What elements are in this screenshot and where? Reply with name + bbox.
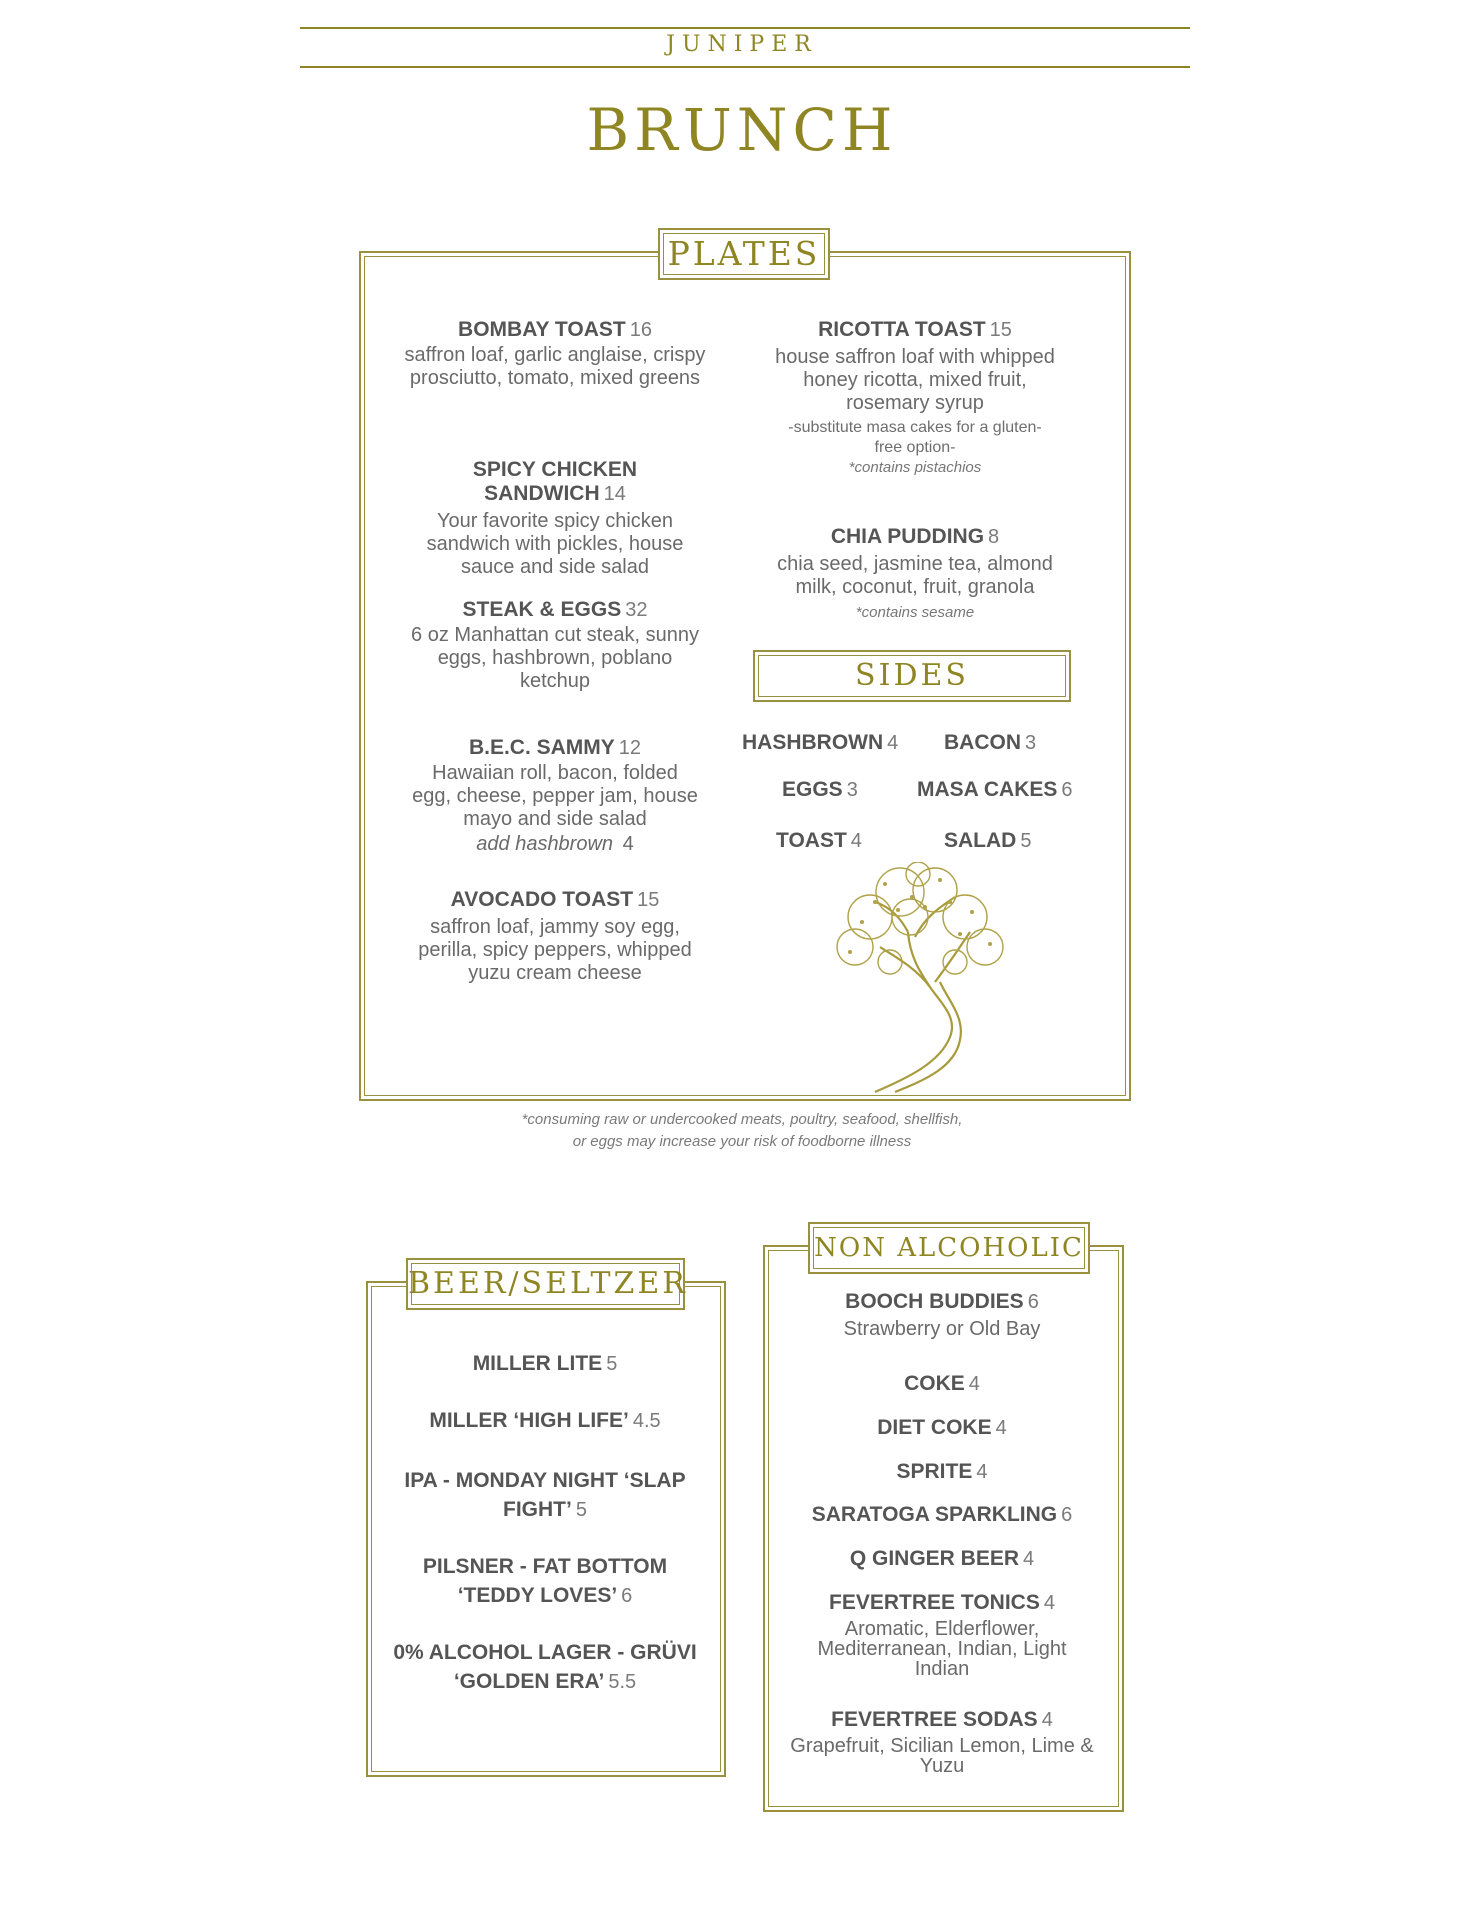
- sides-section-label: SIDES: [753, 650, 1071, 702]
- item-price: 15: [637, 889, 660, 911]
- item-price: 12: [618, 737, 642, 759]
- item-description: saffron loaf, garlic anglaise, crispy prosciutto, tomato, mixed greens: [404, 344, 706, 389]
- brand-name: JUNIPER: [666, 32, 818, 57]
- drink-item: DIET COKE 4: [877, 1416, 1007, 1439]
- menu-item: [400, 458, 710, 579]
- tree-icon: [800, 862, 1020, 1094]
- allergen-note: *contains sesame: [855, 604, 975, 621]
- drink-item: MILLER LITE 5: [472, 1352, 618, 1375]
- drink-item: PILSNER - FAT BOTTOM ‘TEDDY LOVES’ 6: [422, 1555, 668, 1607]
- non-alcoholic-section-label: NON ALCOHOLIC: [808, 1222, 1090, 1274]
- item-name: CHIA PUDDING: [830, 525, 985, 548]
- item-name: B.E.C. SAMMY: [468, 736, 615, 759]
- item-name: AVOCADO TOAST: [450, 888, 634, 911]
- side-item: EGGS 3: [782, 778, 858, 801]
- item-price: 15: [989, 319, 1012, 341]
- drink-item: SPRITE 4: [896, 1460, 988, 1483]
- item-description: saffron loaf, jammy soy egg, perilla, spicy peppers, whipped yuzu cream cheese: [418, 916, 692, 984]
- drink-item: Q GINGER BEER 4: [849, 1547, 1035, 1570]
- item-price: 32: [625, 599, 648, 621]
- drink-item: MILLER ‘HIGH LIFE’ 4.5: [429, 1409, 661, 1432]
- item-description: 6 oz Manhattan cut steak, sunny eggs, hashbrown, poblano ketchup: [411, 624, 699, 692]
- item-name: BOMBAY TOAST: [458, 318, 626, 341]
- item-description: Your favorite spicy chicken sandwich with pickles, house sauce and side salad: [426, 510, 684, 578]
- side-item: TOAST 4: [776, 829, 862, 852]
- menu-item: [760, 318, 1070, 478]
- food-safety-disclaimer: *consuming raw or undercooked meats, poultry, seafood, shellfish, or eggs may increase your risk of foodborne illness: [521, 1111, 963, 1150]
- drink-item: SARATOGA SPARKLING 6: [811, 1503, 1073, 1526]
- item-description: chia seed, jasmine tea, almond milk, coconut, fruit, granola: [777, 553, 1053, 598]
- drink-item: IPA - MONDAY NIGHT ‘SLAP FIGHT’ 5: [404, 1469, 686, 1521]
- item-price: 16: [629, 319, 652, 341]
- item-price: 14: [603, 483, 626, 505]
- drink-item: 0% ALCOHOL LAGER - GRÜVI ‘GOLDEN ERA’ 5.5: [393, 1641, 697, 1693]
- header-rule-top: [300, 27, 1190, 29]
- side-item: MASA CAKES 6: [917, 778, 1073, 801]
- page-title: BRUNCH: [586, 96, 898, 164]
- side-item: BACON 3: [944, 731, 1037, 754]
- side-item: HASHBROWN 4: [742, 731, 899, 754]
- allergen-note: *contains pistachios: [848, 459, 982, 476]
- menu-item: [410, 598, 700, 693]
- header-rule-bottom: [300, 66, 1190, 68]
- menu-item: [405, 888, 705, 985]
- item-price: 8: [988, 526, 1000, 548]
- side-item: SALAD 5: [944, 829, 1032, 852]
- drink-item: COKE 4: [904, 1372, 980, 1395]
- drink-item: FEVERTREE SODAS 4 Grapefruit, Sicilian Lemon, Lime & Yuzu: [790, 1708, 1094, 1777]
- item-addon: add hashbrown 4: [476, 833, 634, 855]
- item-description: house saffron loaf with whipped honey ricotta, mixed fruit, rosemary syrup: [775, 346, 1055, 414]
- item-name: SPICY CHICKEN SANDWICH: [472, 458, 638, 505]
- drink-item: FEVERTREE TONICS 4 Aromatic, Elderflower, Mediterranean, Indian, Light Indian: [817, 1591, 1067, 1680]
- beer-section-label: BEER/SELTZER: [406, 1258, 685, 1310]
- menu-item: [770, 525, 1060, 623]
- item-description: Hawaiian roll, bacon, folded egg, cheese, pepper jam, house mayo and side salad: [412, 762, 698, 830]
- item-name: RICOTTA TOAST: [818, 318, 986, 341]
- item-note: -substitute masa cakes for a gluten-free option-: [788, 419, 1042, 456]
- plates-section-label: PLATES: [658, 228, 830, 280]
- item-name: STEAK & EGGS: [462, 598, 622, 621]
- menu-item: [410, 736, 700, 856]
- menu-item: [400, 318, 710, 390]
- drink-item: BOOCH BUDDIES 6 Strawberry or Old Bay: [843, 1290, 1041, 1340]
